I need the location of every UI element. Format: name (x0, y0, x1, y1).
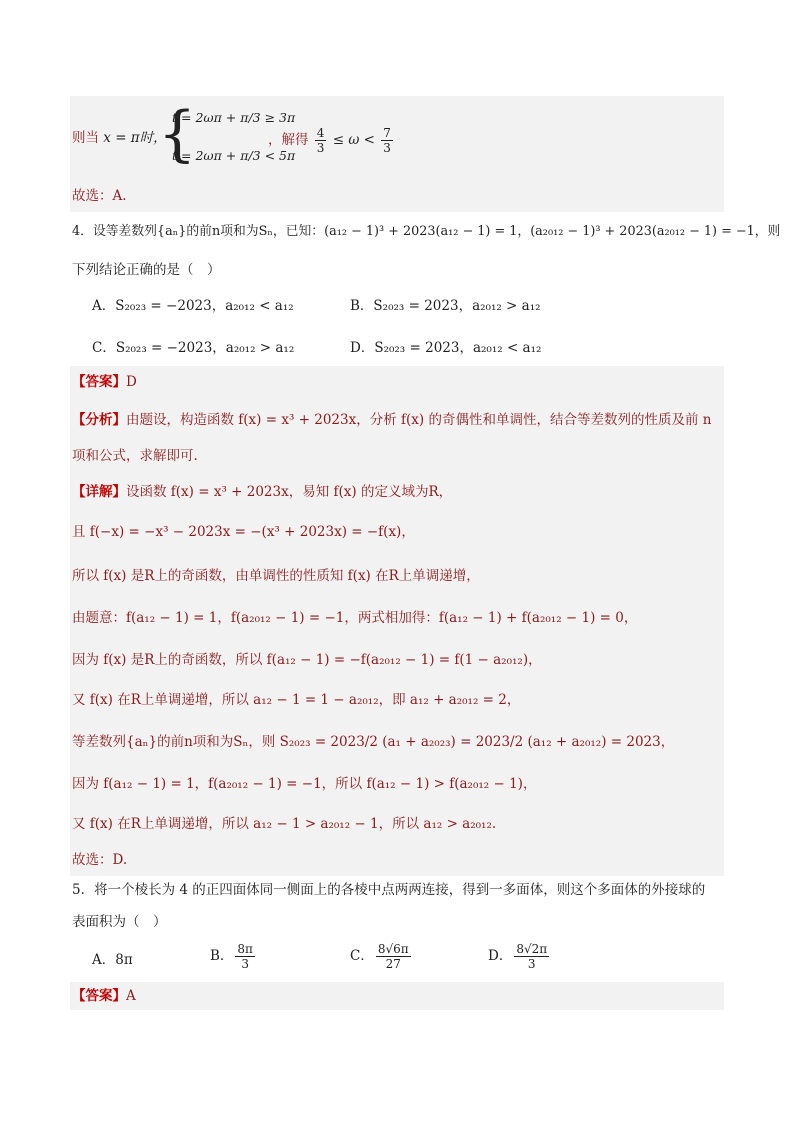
solution-band-q5 (70, 982, 724, 1010)
prev-cond: x = π时， (103, 130, 167, 146)
frac-4-3 (315, 126, 327, 155)
system-line-2: t = 2ωπ + π/3 < 5π (172, 148, 296, 163)
frac-8sqrt2pi-3 (514, 942, 549, 971)
frac-den: 3 (383, 141, 391, 155)
frac-num: 8√6π (377, 942, 409, 956)
q4-detail-line9: 又 f(x) 在R上单调递增，所以 a₁₂ − 1 > a₂₀₁₂ − 1，所以 a₁₂ > a₂₀₁₂. (72, 816, 497, 832)
q4-final-answer: 故选：D. (72, 852, 128, 868)
frac-num: 8√2π (516, 942, 548, 956)
answer-value: A (126, 988, 136, 1004)
frac-den: 3 (527, 957, 536, 971)
prev-result-mid: ≤ ω < (332, 132, 375, 148)
answer-value: D (126, 374, 137, 390)
system-line-1: t = 2ωπ + π/3 ≥ 3π (172, 110, 296, 125)
q4-option-b: B．S₂₀₂₃ = 2023，a₂₀₁₂ > a₁₂ (350, 298, 541, 314)
frac-7-3 (381, 126, 393, 155)
analysis-tag: 【分析】 (72, 412, 126, 428)
q4-answer (72, 372, 137, 392)
frac-num: 8π (237, 942, 253, 956)
prev-lead (72, 128, 167, 148)
q4-option-c: C．S₂₀₂₃ = −2023，a₂₀₁₂ > a₁₂ (92, 340, 295, 356)
frac-den: 3 (241, 957, 249, 971)
q4-analysis-line1 (72, 410, 711, 430)
q4-detail-line8: 因为 f(a₁₂ − 1) = 1，f(a₂₀₁₂ − 1) = −1，所以 f(a₁₂ − 1) > f(a₂₀₁₂ − 1)， (72, 776, 537, 792)
q5-option-d (488, 942, 551, 971)
system-brace: { (158, 99, 197, 169)
q5-stem-line2: 表面积为（ ） (72, 914, 167, 930)
frac-8sqrt6pi-27 (376, 942, 411, 971)
q4-option-d: D．S₂₀₂₃ = 2023，a₂₀₁₂ < a₁₂ (350, 340, 542, 356)
option-label: B． (210, 948, 234, 964)
detail-tag: 【详解】 (72, 484, 126, 500)
prev-result-prefix: ，解得 (268, 132, 309, 148)
prev-lead-text: 则当 (72, 130, 99, 146)
answer-tag: 【答案】 (72, 988, 126, 1004)
frac-num: 7 (383, 126, 391, 140)
analysis-text: 由题设，构造函数 f(x) = x³ + 2023x，分析 f(x) 的奇偶性和单调性，结合等差数列的性质及前 n (126, 412, 712, 428)
option-label: C． (350, 948, 374, 964)
q4-detail-line3: 所以 f(x) 是R上的奇函数，由单调性的性质知 f(x) 在R上单调递增， (72, 568, 480, 584)
q4-option-a: A．S₂₀₂₃ = −2023，a₂₀₁₂ < a₁₂ (92, 298, 294, 314)
q5-option-a: A．8π (92, 952, 133, 968)
q4-stem-line2: 下列结论正确的是（ ） (72, 262, 221, 278)
q4-detail-line7: 等差数列{aₙ}的前n项和为Sₙ，则 S₂₀₂₃ = 2023/2 (a₁ + a₂₀₂₃) = 2023/2 (a₁₂ + a₂₀₁₂) = 2023， (72, 734, 675, 750)
detail-text: 设函数 f(x) = x³ + 2023x，易知 f(x) 的定义域为R， (126, 484, 453, 500)
q4-detail-line6: 又 f(x) 在R上单调递增，所以 a₁₂ − 1 = 1 − a₂₀₁₂，即 a₁₂ + a₂₀₁₂ = 2， (72, 692, 521, 708)
frac-den: 27 (385, 957, 401, 971)
q5-answer (72, 986, 136, 1006)
frac-8pi-3 (235, 942, 255, 971)
q4-detail-line5: 因为 f(x) 是R上的奇函数，所以 f(a₁₂ − 1) = −f(a₂₀₁₂ − 1) = f(1 − a₂₀₁₂)， (72, 652, 542, 668)
prev-answer: 故选：A. (72, 188, 127, 204)
frac-den: 3 (316, 141, 325, 155)
option-label: D． (488, 948, 513, 964)
q5-option-c (350, 942, 413, 971)
q4-detail-line4: 由题意：f(a₁₂ − 1) = 1，f(a₂₀₁₂ − 1) = −1，两式相加得：f(a₁₂ − 1) + f(a₂₀₁₂ − 1) = 0， (72, 610, 638, 626)
q4-analysis-line2: 项和公式，求解即可. (72, 448, 198, 464)
q4-detail-line2: 且 f(−x) = −x³ − 2023x = −(x³ + 2023x) = −f(x)， (72, 524, 415, 540)
answer-tag: 【答案】 (72, 374, 126, 390)
q5-option-b (210, 942, 257, 971)
prev-result (268, 126, 395, 155)
frac-num: 4 (316, 126, 325, 140)
q5-stem-line1: 5．将一个棱长为 4 的正四面体同一侧面上的各棱中点两两连接，得到一多面体，则这个多面体的外接球的 (72, 882, 706, 898)
q4-detail-line1 (72, 482, 452, 502)
q4-stem-line1: 4．设等差数列{aₙ}的前n项和为Sₙ，已知：(a₁₂ − 1)³ + 2023(a₁₂ − 1) = 1，(a₂₀₁₂ − 1)³ + 2023(a₂₀₁₂ − 1) = −1，则 (72, 224, 781, 239)
